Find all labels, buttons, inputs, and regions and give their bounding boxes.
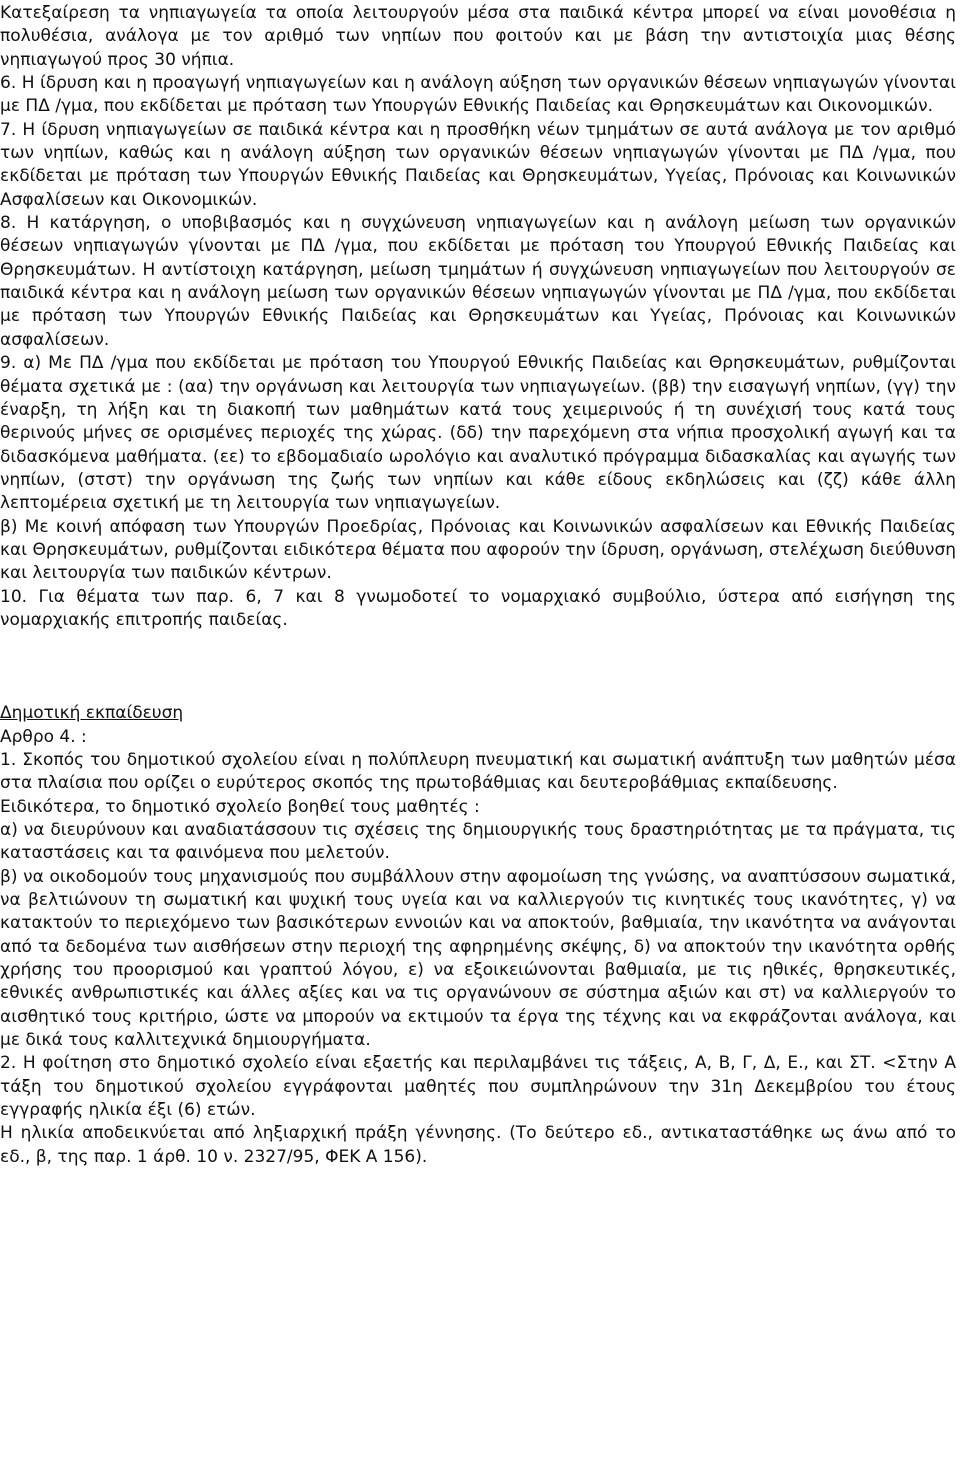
article-paragraph-2: 2. Η φοίτηση στο δημοτικό σχολείο είναι εξαετής και περιλαμβάνει τις τάξεις, Α, Β, Γ, Δ, Ε., και ΣΤ. <Στην Α τάξη του δημοτικού σχολείου εγγράφονται μαθητές που συμπληρώνουν την 31η Δεκεμβρίου του έτους εγγραφής ηλικία έξι (6) ετών.: [0, 1053, 956, 1121]
paragraph-9a: 9. α) Με ΠΔ /γμα που εκδίδεται με πρόταση του Υπουργού Εθνικής Παιδείας και Θρησκευμάτων, ρυθμίζονται θέματα σχετικά με : (αα) την οργάνωση και λειτουργία των νηπιαγωγείων. (ββ) την εισαγωγή νηπίων, (γγ) την έναρξη, τη λήξη και τη διακοπή των μαθημάτων κατά τους χειμερινούς ή τη συνέχισή τους κατά τους θερινούς μήνες σε ορισμένες περιοχές της χώρας. (δδ) την παρεχόμενη στα νήπια προσχολική αγωγή και τα διδασκόμενα μαθήματα. (εε) το εβδομαδιαίο ωρολόγιο και αναλυτικό πρόγραμμα διδασκαλίας και αγωγής των νηπίων, (στστ) την οργάνωση της ζωής των νηπίων και κάθε είδους εκδηλώσεις και (ζζ) κάθε άλλη λεπτομέρεια σχετική με τη λειτουργία των νηπιαγωγείων.: [0, 353, 956, 514]
paragraph-7: 7. Η ίδρυση νηπιαγωγείων σε παιδικά κέντρα και η προσθήκη νέων τμημάτων σε αυτά ανάλογα με τον αριθμό των νηπίων, καθώς και η ανάλογη αύξηση των οργανικών θέσεων νηπιαγωγών γίνονται με ΠΔ /γμα, που εκδίδεται με πρόταση των Υπουργών Εθνικής Παιδείας και Θρησκευμάτων, Υγείας, Πρόνοιας και Κοινωνικών Ασφαλίσεων και Οικονομικών.: [0, 119, 956, 210]
section-heading: Δημοτική εκπαίδευση: [0, 703, 184, 724]
article-item-b: β) να οικοδομούν τους μηχανισμούς που συμβάλλουν στην αφομοίωση της γνώσης, να αναπτύσσουν σωματικά, να βελτιώνουν τη σωματική και ψυχική τους υγεία και να καλλιεργούν τις κινητικές τους ικανότητες, γ) να κατακτούν το περιεχόμενο των βασικότερων εννοιών και να αποκτούν, βαθμιαία, την ικανότητα να ανάγονται από τα δεδομένα των αισθήσεων στην περιοχή της αφηρημένης σκέψης, δ) να αποκτούν την ικανότητα ορθής χρήσης του προορισμού και γραπτού λόγου, ε) να εξοικειώνονται βαθμιαία, με τις ηθικές, θρησκευτικές, εθνικές ανθρωπιστικές και άλλες αξίες και να τις οργανώνουν σε σύστημα αξιών και στ) να καλλιεργούν το αισθητικό τους κριτήριο, ώστε να μπορούν να εκτιμούν τα έργα της τέχνης και να εκφράζονται ανάλογα, και με δικά τους καλλιτεχνικά δημιουργήματα.: [0, 866, 956, 1051]
paragraph-6: 6. Η ίδρυση και η προαγωγή νηπιαγωγείων και η ανάλογη αύξηση των οργανικών θέσεων νηπιαγωγών γίνονται με ΠΔ /γμα, που εκδίδεται με πρόταση των Υπουργών Εθνικής Παιδείας και Θρησκευμάτων και Οικονομικών.: [0, 73, 956, 117]
article-item-a: α) να διευρύνουν και αναδιατάσσουν τις σχέσεις της δημιουργικής τους δραστηριότητας με τα πράγματα, τις καταστάσεις και τα φαινόμενα που μελετούν.: [0, 820, 956, 864]
section-gap: [0, 632, 956, 702]
article-age-proof: Η ηλικία αποδεικνύεται από ληξιαρχική πράξη γέννησης. (Το δεύτερο εδ., αντικαταστάθηκε ως άνω από το εδ., β, της παρ. 1 άρθ. 10 ν. 2327/95, ΦΕΚ Α 156).: [0, 1123, 956, 1167]
article-label: Αρθρο 4. :: [0, 726, 87, 747]
article-paragraph-1: 1. Σκοπός του δημοτικού σχολείου είναι η πολύπλευρη πνευματική και σωματική ανάπτυξη των μαθητών μέσα στα πλαίσια που ορίζει ο ευρύτερος σκοπός της πρωτοβάθμιας και δευτεροβάθμιας εκπαίδευσης.: [0, 749, 956, 794]
paragraph-exception-kindergartens: Κατεξαίρεση τα νηπιαγωγεία τα οποία λειτουργούν μέσα στα παιδικά κέντρα μπορεί να είναι μονοθέσια η πολυθέσια, ανάλογα με τον αριθμό των νηπίων που φοιτούν και με βάση την αντιστοιχία μιας θέσης νηπιαγωγού προς 30 νήπια.: [0, 3, 956, 70]
document-page: [0, 2, 960, 1169]
paragraph-9b: β) Με κοινή απόφαση των Υπουργών Προεδρίας, Πρόνοιας και Κοινωνικών ασφαλίσεων και Εθνικής Παιδείας και Θρησκευμάτων, ρυθμίζονται ειδικότερα θέματα που αφορούν την ίδρυση, οργάνωση, στελέχωση διεύθυνση και λειτουργία των παιδικών κέντρων.: [0, 516, 956, 584]
article-specifically: Ειδικότερα, το δημοτικό σχολείο βοηθεί τους μαθητές :: [0, 796, 480, 817]
paragraph-10: 10. Για θέματα των παρ. 6, 7 και 8 γνωμοδοτεί το νομαρχιακό συμβούλιο, ύστερα από εισήγηση της νομαρχιακής επιτροπής παιδείας.: [0, 586, 956, 630]
paragraph-8: 8. Η κατάργηση, ο υποβιβασμός και η συγχώνευση νηπιαγωγείων και η ανάλογη μείωση των οργανικών θέσεων νηπιαγωγών γίνονται με ΠΔ /γμα, που εκδίδεται με πρόταση του Υπουργού Εθνικής Παιδείας και Θρησκευμάτων. Η αντίστοιχη κατάργηση, μείωση τμημάτων ή συγχώνευση νηπιαγωγείων που λειτουργούν σε παιδικά κέντρα και η ανάλογη μείωση των οργανικών θέσεων νηπιαγωγών γίνονται με ΠΔ /γμα, που εκδίδεται με πρόταση των Υπουργών Εθνικής Παιδείας και Θρησκευμάτων και Υγείας, Πρόνοιας και Κοινωνικών ασφαλίσεων.: [0, 213, 956, 350]
